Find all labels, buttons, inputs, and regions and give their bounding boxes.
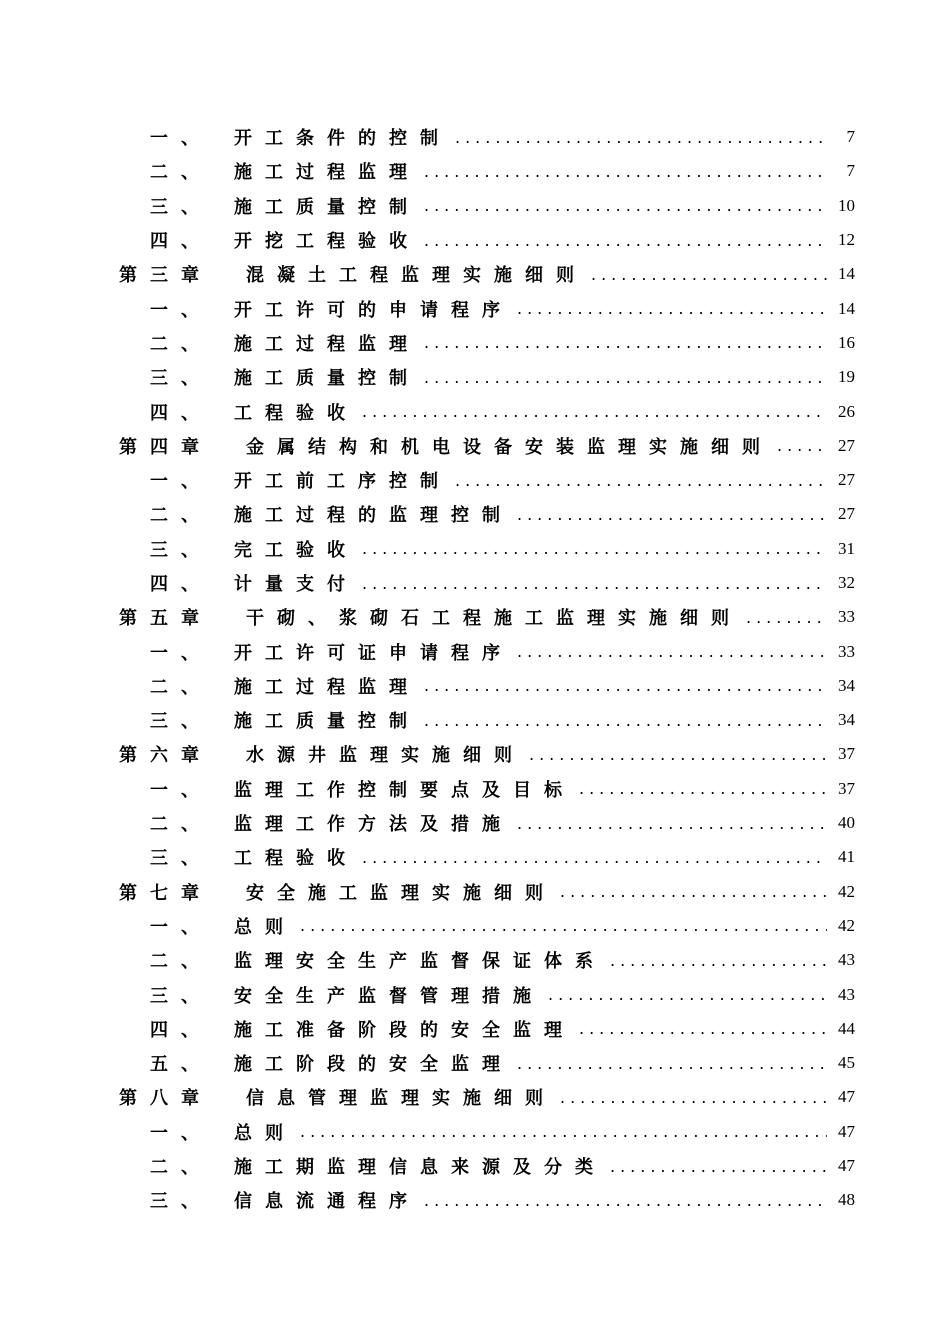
toc-entry-label <box>119 433 773 459</box>
toc-entry-number: 四、 <box>150 574 212 595</box>
toc-entry-label <box>150 296 513 322</box>
toc-dot-leader <box>517 505 827 524</box>
toc-entry-title: 工程验收 <box>234 402 358 424</box>
toc-dot-leader <box>517 814 827 833</box>
toc-entry-number: 一、 <box>150 916 212 938</box>
toc-page-number: 41 <box>838 847 855 867</box>
toc-chapter-row[interactable] <box>0 737 950 771</box>
toc-entry-title: 开工许可证申请程序 <box>234 642 513 664</box>
toc-entry-number: 二、 <box>150 676 212 698</box>
toc-entry-title: 总则 <box>234 1122 296 1144</box>
toc-entry-number: 二、 <box>150 162 212 184</box>
toc-entry-number: 三、 <box>150 985 212 1007</box>
toc-entry-label <box>119 879 556 905</box>
toc-entry-number: 四、 <box>150 402 212 424</box>
toc-dot-leader <box>455 128 827 147</box>
toc-page-number: 37 <box>838 744 855 764</box>
toc-entry-title: 开工许可的申请程序 <box>234 299 513 321</box>
toc-entry-label <box>119 604 742 630</box>
toc-entry-number: 三、 <box>150 196 212 218</box>
toc-entry-title: 安全施工监理实施细则 <box>246 882 556 904</box>
toc-entry-number: 五、 <box>150 1054 212 1076</box>
toc-dot-leader <box>300 916 827 935</box>
toc-section-row[interactable] <box>0 1046 950 1080</box>
toc-page-number: 31 <box>838 538 855 558</box>
toc-section-row[interactable] <box>0 1149 950 1183</box>
toc-entry-number: 二、 <box>150 951 212 973</box>
toc-entry-label <box>150 1119 296 1145</box>
toc-page-number: 43 <box>838 984 855 1004</box>
toc-entry-label <box>150 776 575 802</box>
toc-entry-label <box>150 570 358 596</box>
toc-entry-title: 信息流通程序 <box>234 1191 420 1213</box>
toc-entry-title: 施工质量控制 <box>234 711 420 733</box>
toc-section-row[interactable] <box>0 326 950 360</box>
toc-entry-title: 总则 <box>234 916 296 938</box>
toc-section-row[interactable] <box>0 772 950 806</box>
toc-page-number: 37 <box>838 778 855 798</box>
toc-section-row[interactable] <box>0 634 950 668</box>
toc-entry-number: 二、 <box>150 1157 212 1179</box>
toc-entry-label <box>150 1050 513 1076</box>
toc-entry-number: 第六章 <box>119 745 212 767</box>
toc-section-row[interactable] <box>0 909 950 943</box>
toc-section-row[interactable] <box>0 360 950 394</box>
toc-chapter-row[interactable] <box>0 600 950 634</box>
toc-chapter-row[interactable] <box>0 875 950 909</box>
toc-dot-leader <box>517 642 827 661</box>
toc-page-number: 47 <box>838 1087 855 1107</box>
toc-entry-title: 施工期监理信息来源及分类 <box>234 1157 606 1179</box>
toc-dot-leader <box>610 951 827 970</box>
toc-section-row[interactable] <box>0 703 950 737</box>
toc-page-number: 27 <box>838 504 855 524</box>
toc-dot-leader <box>424 711 827 730</box>
toc-dot-leader <box>362 574 827 593</box>
toc-entry-title: 监理工作控制要点及目标 <box>234 779 575 801</box>
toc-entry-title: 干砌、浆砌石工程施工监理实施细则 <box>246 608 742 630</box>
toc-section-row[interactable] <box>0 463 950 497</box>
toc-entry-title: 信息管理监理实施细则 <box>246 1088 556 1110</box>
toc-dot-leader <box>362 402 827 421</box>
toc-section-row[interactable] <box>0 1012 950 1046</box>
toc-entry-title: 金属结构和机电设备安装监理实施细则 <box>246 436 773 458</box>
toc-entry-title: 施工过程的监理控制 <box>234 505 513 527</box>
toc-entry-label <box>150 330 420 356</box>
toc-entry-label <box>150 947 606 973</box>
toc-entry-label <box>150 467 451 493</box>
toc-entry-number: 三、 <box>150 368 212 390</box>
toc-page-number: 47 <box>838 1156 855 1176</box>
toc-entry-label <box>150 158 420 184</box>
toc-page-number: 19 <box>838 367 855 387</box>
toc-entry-label <box>150 844 358 870</box>
toc-dot-leader <box>591 265 827 284</box>
table-of-contents <box>0 120 950 1218</box>
toc-dot-leader <box>424 196 827 215</box>
toc-entry-title: 计量支付 <box>234 574 358 595</box>
toc-section-row[interactable] <box>0 669 950 703</box>
toc-dot-leader <box>560 882 827 901</box>
toc-entry-number: 一、 <box>150 299 212 321</box>
toc-dot-leader <box>746 608 827 627</box>
toc-entry-label <box>150 227 420 253</box>
toc-entry-title: 开挖工程验收 <box>234 231 420 253</box>
toc-section-row[interactable] <box>0 223 950 257</box>
toc-dot-leader <box>529 745 827 764</box>
toc-entry-title: 施工过程监理 <box>234 162 420 184</box>
toc-entry-number: 第三章 <box>119 265 212 287</box>
toc-entry-title: 施工阶段的安全监理 <box>234 1054 513 1076</box>
toc-entry-label <box>150 193 420 219</box>
toc-chapter-row[interactable] <box>0 1080 950 1114</box>
toc-dot-leader <box>424 1191 827 1210</box>
toc-entry-number: 三、 <box>150 711 212 733</box>
toc-page-number: 14 <box>838 264 855 284</box>
toc-dot-leader <box>579 779 827 798</box>
toc-entry-title: 完工验收 <box>234 539 358 561</box>
toc-dot-leader <box>560 1088 827 1107</box>
toc-entry-number: 四、 <box>150 231 212 253</box>
toc-dot-leader <box>362 539 827 558</box>
toc-section-row[interactable] <box>0 497 950 531</box>
toc-entry-label <box>150 913 296 939</box>
toc-entry-label <box>119 261 587 287</box>
toc-entry-number: 二、 <box>150 814 212 836</box>
toc-page-number: 33 <box>838 607 855 627</box>
toc-entry-label <box>150 124 451 150</box>
toc-dot-leader <box>517 299 827 318</box>
toc-entry-label <box>150 399 358 425</box>
toc-section-row[interactable] <box>0 943 950 977</box>
toc-dot-leader <box>424 333 827 352</box>
toc-page-number: 42 <box>838 881 855 901</box>
toc-entry-number: 二、 <box>150 505 212 527</box>
toc-entry-label <box>150 1153 606 1179</box>
toc-entry-number: 三、 <box>150 848 212 870</box>
toc-dot-leader <box>777 436 827 455</box>
toc-entry-title: 开工条件的控制 <box>234 128 451 150</box>
toc-entry-title: 水源井监理实施细则 <box>246 745 525 767</box>
toc-entry-number: 第五章 <box>119 608 212 630</box>
toc-entry-title: 施工过程监理 <box>234 333 420 355</box>
toc-page-number: 43 <box>838 950 855 970</box>
toc-entry-label <box>150 673 420 699</box>
toc-entry-number: 一、 <box>150 779 212 801</box>
toc-dot-leader <box>424 231 827 250</box>
toc-page-number: 42 <box>838 915 855 935</box>
toc-entry-number: 一、 <box>150 471 212 493</box>
toc-entry-label <box>150 707 420 733</box>
toc-section-row[interactable] <box>0 394 950 428</box>
toc-page-number: 47 <box>838 1121 855 1141</box>
toc-page-number: 16 <box>838 332 855 352</box>
toc-dot-leader <box>579 1019 827 1038</box>
toc-entry-label <box>150 982 544 1008</box>
toc-entry-number: 第八章 <box>119 1088 212 1110</box>
toc-entry-label <box>150 1187 420 1213</box>
toc-page-number: 45 <box>838 1053 855 1073</box>
toc-dot-leader <box>362 848 827 867</box>
toc-dot-leader <box>517 1054 827 1073</box>
toc-entry-title: 工程验收 <box>234 848 358 870</box>
toc-dot-leader <box>455 471 827 490</box>
toc-entry-label <box>119 741 525 767</box>
toc-dot-leader <box>424 368 827 387</box>
toc-dot-leader <box>300 1122 827 1141</box>
toc-dot-leader <box>548 985 827 1004</box>
toc-section-row[interactable] <box>0 291 950 325</box>
toc-entry-label <box>150 364 420 390</box>
toc-page-number: 7 <box>846 161 855 181</box>
toc-entry-number: 第四章 <box>119 436 212 458</box>
toc-page-number: 7 <box>846 127 855 147</box>
toc-page-number: 12 <box>838 230 855 250</box>
toc-section-row[interactable] <box>0 154 950 188</box>
toc-section-row[interactable] <box>0 1115 950 1149</box>
toc-entry-number: 四、 <box>150 1019 212 1041</box>
toc-entry-title: 施工质量控制 <box>234 196 420 218</box>
toc-entry-title: 监理安全生产监督保证体系 <box>234 951 606 973</box>
toc-entry-label <box>150 536 358 562</box>
toc-entry-title: 监理工作方法及措施 <box>234 814 513 836</box>
toc-page-number: 26 <box>838 401 855 421</box>
toc-page-number: 44 <box>838 1018 855 1038</box>
toc-page-number: 27 <box>838 435 855 455</box>
toc-section-row[interactable] <box>0 806 950 840</box>
toc-entry-title: 安全生产监督管理措施 <box>234 985 544 1007</box>
toc-entry-number: 二、 <box>150 333 212 355</box>
toc-entry-title: 施工质量控制 <box>234 368 420 390</box>
toc-entry-number: 第七章 <box>119 882 212 904</box>
toc-section-row[interactable] <box>0 532 950 566</box>
toc-entry-label <box>150 639 513 665</box>
toc-page-number: 14 <box>838 298 855 318</box>
toc-section-row[interactable] <box>0 1183 950 1217</box>
toc-section-row[interactable] <box>0 977 950 1011</box>
toc-entry-number: 三、 <box>150 1191 212 1213</box>
toc-entry-label <box>150 1016 575 1042</box>
toc-section-row[interactable] <box>0 840 950 874</box>
toc-dot-leader <box>424 162 827 181</box>
toc-page-number: 40 <box>838 813 855 833</box>
toc-section-row[interactable] <box>0 120 950 154</box>
toc-entry-title: 开工前工序控制 <box>234 471 451 493</box>
toc-dot-leader <box>610 1157 827 1176</box>
toc-entry-label <box>150 501 513 527</box>
toc-page-number: 48 <box>838 1190 855 1210</box>
toc-page-number: 33 <box>838 641 855 661</box>
toc-chapter-row[interactable] <box>0 257 950 291</box>
toc-entry-number: 三、 <box>150 539 212 561</box>
toc-entry-number: 一、 <box>150 128 212 150</box>
toc-entry-title: 施工过程监理 <box>234 676 420 698</box>
toc-page-number: 34 <box>838 675 855 695</box>
toc-page-number: 10 <box>838 195 855 215</box>
toc-dot-leader <box>424 676 827 695</box>
toc-entry-label <box>150 810 513 836</box>
toc-entry-title: 施工准备阶段的安全监理 <box>234 1019 575 1041</box>
toc-section-row[interactable] <box>0 566 950 600</box>
toc-entry-number: 一、 <box>150 1122 212 1144</box>
toc-section-row[interactable] <box>0 189 950 223</box>
toc-page-number: 32 <box>838 573 855 592</box>
toc-page-number: 27 <box>838 470 855 490</box>
toc-page-number: 34 <box>838 710 855 730</box>
toc-entry-number: 一、 <box>150 642 212 664</box>
toc-entry-label <box>119 1084 556 1110</box>
toc-chapter-row[interactable] <box>0 429 950 463</box>
toc-entry-title: 混凝土工程监理实施细则 <box>246 265 587 287</box>
